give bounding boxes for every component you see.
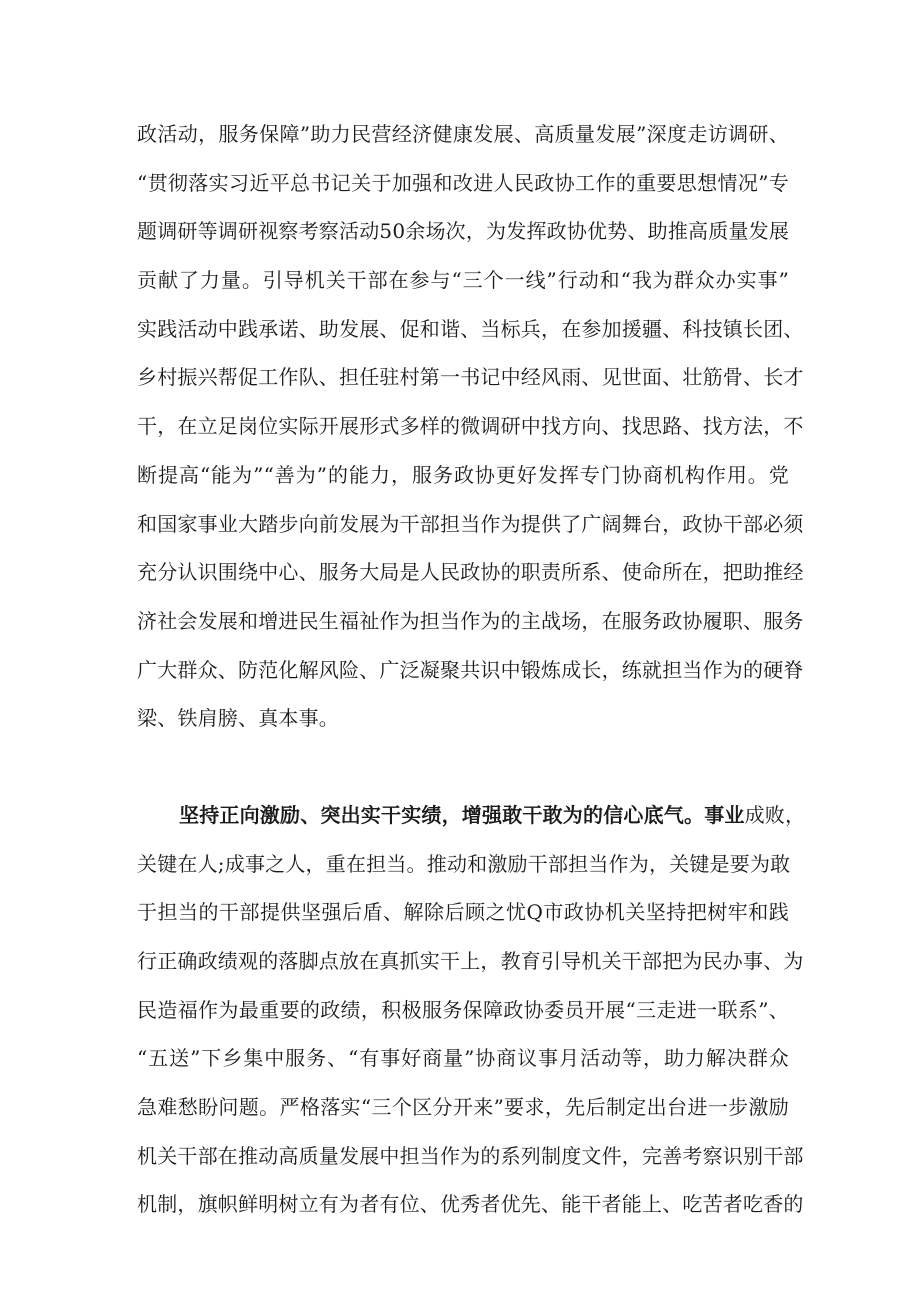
paragraph-spacer — [137, 743, 789, 791]
paragraph-2 — [137, 791, 806, 1229]
text-line: 和国家事业大踏步向前发展为干部担当作为提供了广阔舞台，政协干部必须 — [137, 511, 804, 536]
text-line: 于担当的干部提供坚强后盾、解除后顾之忧Q市政协机关坚持把树牢和践 — [137, 900, 789, 925]
text-line: “五送”下乡集中服务、“有事好商量”协商议事月活动等，助力解决群众 — [137, 1046, 789, 1071]
paragraph-heading: 坚持正向激励、突出实干实绩，增强敢干敢为的信心底气。事业 — [179, 802, 745, 827]
text-line: 梁、铁肩膀、真本事。 — [137, 706, 339, 731]
text-line: 济社会发展和增进民生福祉作为担当作为的主战场，在服务政协履职、服务 — [137, 608, 804, 633]
text-line: 广大群众、防范化解风险、广泛凝聚共识中锻炼成长，练就担当作为的硬脊 — [137, 657, 804, 682]
heading-line-rest: 成败， — [744, 802, 806, 827]
text-line: 断提高“能为”“善为”的能力，服务政协更好发挥专门协商机构作用。党 — [137, 462, 789, 487]
text-line: 机制，旗帜鲜明树立有为者有位、优秀者优先、能干者能上、吃苦者吃香的 — [137, 1192, 804, 1217]
paragraph-1 — [137, 110, 804, 743]
document-body — [137, 110, 806, 1229]
text-line: 题调研等调研视察考察活动50余场次，为发挥政协优势、助推高质量发展 — [137, 219, 790, 244]
text-line: 充分认识围绕中心、服务大局是人民政协的职责所系、使命所在，把助推经 — [137, 560, 804, 585]
text-line: 机关干部在推动高质量发展中担当作为的系列制度文件，完善考察识别干部 — [137, 1143, 804, 1168]
text-line: 政活动，服务保障”助力民营经济健康发展、高质量发展”深度走访调研、 — [137, 122, 789, 146]
text-line: 乡村振兴帮促工作队、担任驻村第一书记中经风雨、见世面、壮筋骨、长才 — [137, 365, 804, 390]
paragraph-heading-line — [137, 791, 806, 840]
text-line: “贯彻落实习近平总书记关于加强和改进人民政协工作的重要思想情况”专 — [137, 170, 789, 195]
text-line: 贡献了力量。引导机关干部在参与“三个一线”行动和“我为群众办实事” — [137, 268, 789, 293]
text-line: 民造福作为最重要的政绩，积极服务保障政协委员开展“三走进一联系”、 — [137, 997, 789, 1022]
text-line: 干，在立足岗位实际开展形式多样的微调研中找方向、找思路、找方法，不 — [137, 414, 804, 439]
text-line: 急难愁盼问题。严格落实“三个区分开来”要求，先后制定出台进一步激励 — [137, 1095, 789, 1120]
text-line: 实践活动中践承诺、助发展、促和谐、当标兵，在参加援疆、科技镇长团、 — [137, 316, 804, 341]
text-line: 关键在人;成事之人，重在担当。推动和激励干部担当作为，关键是要为敢 — [137, 851, 791, 876]
text-line: 行正确政绩观的落脚点放在真抓实干上，教育引导机关干部把为民办事、为 — [137, 949, 804, 973]
